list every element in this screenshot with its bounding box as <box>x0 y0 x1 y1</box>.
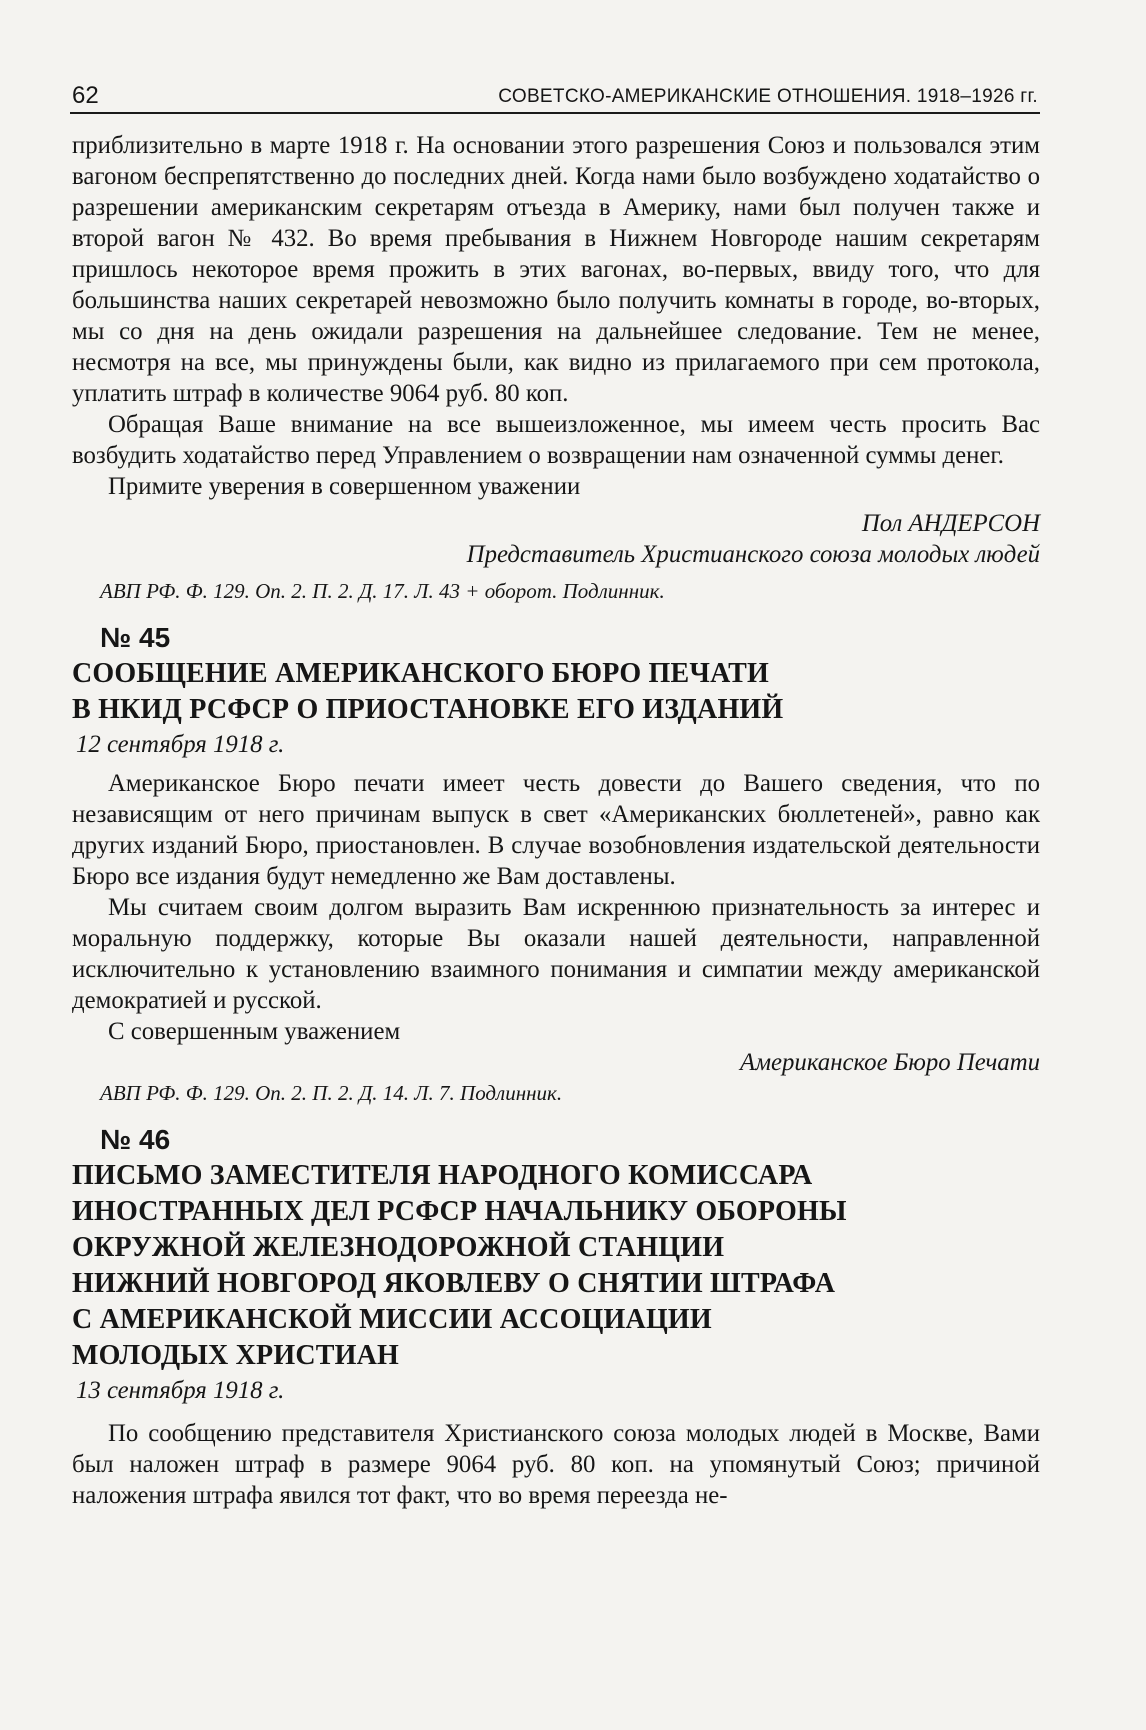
body-paragraph: Американское Бюро печати имеет честь довести до Вашего сведения, что по независящим от него причинам выпуск в свет «Американских бюллетеней», равно как других изданий Бюро, приостановлен. В случае возобновления издательской деятельности Бюро все издания будут немедленно же Вам доставлены. <box>72 770 1040 890</box>
document-title-line: ИНОСТРАННЫХ ДЕЛ РСФСР НАЧАЛЬНИКУ ОБОРОНЫ <box>72 1196 847 1227</box>
signature-role: Представитель Христианского союза молодых людей <box>466 541 1040 568</box>
document-date: 13 сентября 1918 г. <box>76 1377 285 1404</box>
closing-salutation: С совершенным уважением <box>108 1018 401 1045</box>
document-title-line: С АМЕРИКАНСКОЙ МИССИИ АССОЦИАЦИИ <box>72 1304 712 1335</box>
body-paragraph: Мы считаем своим долгом выразить Вам искреннюю признательность за интерес и моральную поддержку, которые Вы оказали нашей деятельности, направленной исключительно к установлению взаимного понимания и симпатии между американской демократией и русской. <box>72 894 1040 1014</box>
archive-source: АВП РФ. Ф. 129. Оп. 2. П. 2. Д. 17. Л. 43 + оборот. Подлинник. <box>100 579 665 603</box>
body-paragraph: приблизительно в марте 1918 г. На основании этого разрешения Союз и пользовался этим вагоном беспрепятственно до последних дней. Когда нами было возбуждено ходатайство о разрешении американским секретарям отъезда в Америку, нами был получен также и второй вагон № 432. Во время пребывания в Нижнем Новгороде нашим секретарям пришлось некоторое время прожить в этих вагонах, во-первых, ввиду того, что для большинства наших секретарей невозможно было получить комнаты в городе, во-вторых, мы со дня на день ожидали разрешения на дальнейшее следование. Тем не менее, несмотря на все, мы принуждены были, как видно из прилагаемого при сем протокола, уплатить штраф в количестве 9064 руб. 80 коп. <box>72 132 1040 407</box>
page-body <box>72 130 1040 1511</box>
signature-name: Пол АНДЕРСОН <box>861 510 1040 537</box>
document-title-line: МОЛОДЫХ ХРИСТИАН <box>72 1340 400 1371</box>
page-header <box>70 82 1040 114</box>
running-title: СОВЕТСКО-АМЕРИКАНСКИЕ ОТНОШЕНИЯ. 1918–1926 гг. <box>498 86 1038 107</box>
document-number: № 45 <box>100 622 171 653</box>
archive-source: АВП РФ. Ф. 129. Оп. 2. П. 2. Д. 14. Л. 7. Подлинник. <box>100 1081 563 1105</box>
page-number: 62 <box>72 82 99 109</box>
document-date: 12 сентября 1918 г. <box>76 731 285 758</box>
document-title-line: ОКРУЖНОЙ ЖЕЛЕЗНОДОРОЖНОЙ СТАНЦИИ <box>72 1232 725 1263</box>
document-number: № 46 <box>100 1124 171 1155</box>
document-title-line: СООБЩЕНИЕ АМЕРИКАНСКОГО БЮРО ПЕЧАТИ <box>72 658 769 689</box>
closing-salutation: Примите уверения в совершенном уважении <box>108 473 581 500</box>
body-paragraph: По сообщению представителя Христианского союза молодых людей в Москве, Вами был наложен штраф в размере 9064 руб. 80 коп. на упомянутый Союз; причиной наложения штрафа явился тот факт, что во время переезда не- <box>72 1420 1040 1509</box>
document-title-line: НИЖНИЙ НОВГОРОД ЯКОВЛЕВУ О СНЯТИИ ШТРАФА <box>72 1268 836 1299</box>
document-title-line: ПИСЬМО ЗАМЕСТИТЕЛЯ НАРОДНОГО КОМИССАРА <box>72 1160 813 1191</box>
document-title-line: В НКИД РСФСР О ПРИОСТАНОВКЕ ЕГО ИЗДАНИЙ <box>72 694 784 725</box>
signature-name: Американское Бюро Печати <box>740 1049 1040 1076</box>
body-paragraph: Обращая Ваше внимание на все вышеизложенное, мы имеем честь просить Вас возбудить ходатайство перед Управлением о возвращении нам означенной суммы денег. <box>72 411 1040 469</box>
